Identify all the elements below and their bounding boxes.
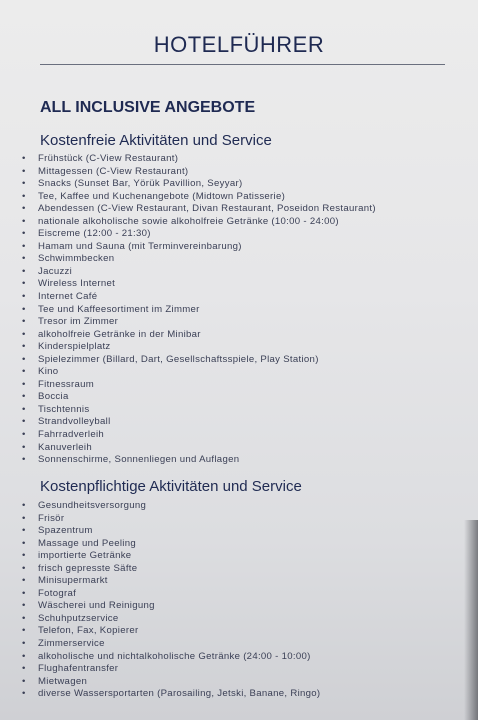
list-item: • Frisör bbox=[22, 513, 320, 526]
free-services-heading: Kostenfreie Aktivitäten und Service bbox=[40, 132, 272, 149]
list-item: • Wireless Internet bbox=[22, 278, 376, 291]
list-item: • Abendessen (C-View Restaurant, Divan Restaurant, Poseidon Restaurant) bbox=[22, 203, 376, 216]
list-item: • importierte Getränke bbox=[22, 550, 320, 563]
list-item: • Schwimmbecken bbox=[22, 253, 376, 266]
list-item: • Tee, Kaffee und Kuchenangebote (Midtown Patisserie) bbox=[22, 191, 376, 204]
list-item: • alkoholfreie Getränke in der Minibar bbox=[22, 329, 376, 342]
list-item: • nationale alkoholische sowie alkoholfreie Getränke (10:00 - 24:00) bbox=[22, 216, 376, 229]
list-item: • Tischtennis bbox=[22, 404, 376, 417]
list-item: • alkoholische und nichtalkoholische Getränke (24:00 - 10:00) bbox=[22, 651, 320, 664]
list-item: • Minisupermarkt bbox=[22, 575, 320, 588]
list-item: • Schuhputzservice bbox=[22, 613, 320, 626]
list-item: • diverse Wassersportarten (Parosailing, Jetski, Banane, Ringo) bbox=[22, 688, 320, 701]
list-item: • Spielezimmer (Billard, Dart, Gesellschaftsspiele, Play Station) bbox=[22, 354, 376, 367]
list-item: • Frühstück (C-View Restaurant) bbox=[22, 153, 376, 166]
paid-services-heading: Kostenpflichtige Aktivitäten und Service bbox=[40, 478, 302, 495]
list-item: • Fotograf bbox=[22, 588, 320, 601]
list-item: • Snacks (Sunset Bar, Yörük Pavillion, Seyyar) bbox=[22, 178, 376, 191]
list-item: • Massage und Peeling bbox=[22, 538, 320, 551]
list-item: • Mittagessen (C-View Restaurant) bbox=[22, 166, 376, 179]
list-item: • Fahrradverleih bbox=[22, 429, 376, 442]
list-item: • Flughafentransfer bbox=[22, 663, 320, 676]
section-title: ALL INCLUSIVE ANGEBOTE bbox=[40, 99, 256, 116]
list-item: • Wäscherei und Reinigung bbox=[22, 600, 320, 613]
list-item: • Telefon, Fax, Kopierer bbox=[22, 625, 320, 638]
list-item: • Kino bbox=[22, 366, 376, 379]
list-item: • Eiscreme (12:00 - 21:30) bbox=[22, 228, 376, 241]
list-item: • Zimmerservice bbox=[22, 638, 320, 651]
list-item: • Kanuverleih bbox=[22, 442, 376, 455]
paid-services-list bbox=[22, 500, 320, 701]
free-services-list bbox=[22, 153, 376, 467]
list-item: • Hamam und Sauna (mit Terminvereinbarung) bbox=[22, 241, 376, 254]
list-item: • Spazentrum bbox=[22, 525, 320, 538]
list-item: • Mietwagen bbox=[22, 676, 320, 689]
list-item: • Gesundheitsversorgung bbox=[22, 500, 320, 513]
list-item: • Boccia bbox=[22, 391, 376, 404]
page-edge-shadow bbox=[464, 520, 478, 720]
list-item: • Tee und Kaffeesortiment im Zimmer bbox=[22, 304, 376, 317]
list-item: • frisch gepresste Säfte bbox=[22, 563, 320, 576]
list-item: • Jacuzzi bbox=[22, 266, 376, 279]
list-item: • Kinderspielplatz bbox=[22, 341, 376, 354]
list-item: • Tresor im Zimmer bbox=[22, 316, 376, 329]
page-title: HOTELFÜHRER bbox=[153, 32, 325, 57]
title-divider bbox=[40, 64, 445, 65]
list-item: • Internet Café bbox=[22, 291, 376, 304]
list-item: • Sonnenschirme, Sonnenliegen und Auflagen bbox=[22, 454, 376, 467]
list-item: • Fitnessraum bbox=[22, 379, 376, 392]
list-item: • Strandvolleyball bbox=[22, 416, 376, 429]
